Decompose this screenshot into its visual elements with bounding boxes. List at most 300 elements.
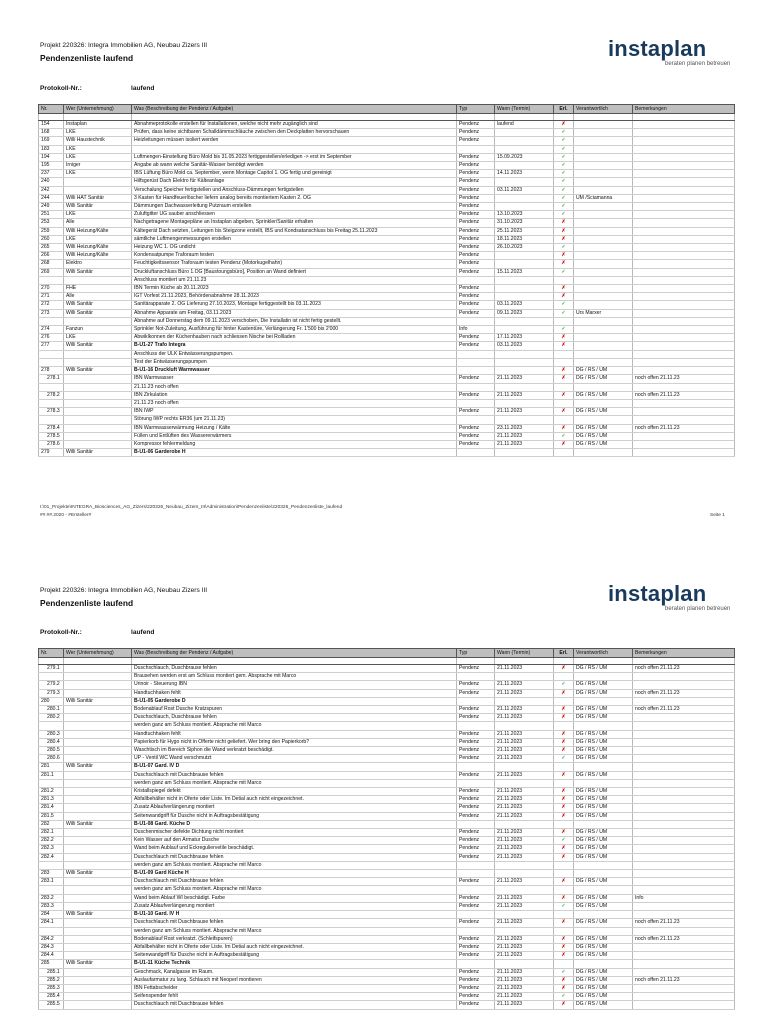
remarks: noch offen 21.11.23 [633,375,735,383]
due-date: 21.11.2023 [495,845,554,853]
cross-icon: ✗ [554,252,574,260]
due-date [495,293,554,301]
responsible-company [64,886,132,894]
responsible-company [64,730,132,738]
remarks [633,943,735,951]
due-date: 21.11.2023 [495,730,554,738]
task-description: werden ganz am Schluss montiert. Absprache mit Marco [132,861,457,869]
status-icon [554,276,574,284]
item-number [39,927,64,935]
column-header: Typ [457,649,495,658]
remarks [633,697,735,705]
item-type: Pendenz [457,408,495,416]
check-icon: ✓ [554,968,574,976]
due-date [495,927,554,935]
item-type: Pendenz [457,738,495,746]
task-description: B-U1-10 Gard. IV H [132,911,457,919]
column-header: Verantwortlich [574,649,633,658]
remarks [633,383,735,391]
footer-path: I:\01_Projekte\INTEGRA_Biosciences_AG_Zizers\220326_Neubau_Zizers_III\Administration\Pendenzenliste\220326_Pendenzenliste_laufend [40,505,343,510]
responsible-company: Willi Sanitär [64,301,132,309]
remarks [633,326,735,334]
item-number: 278.1 [39,375,64,383]
status-icon [554,861,574,869]
table-row [39,820,735,828]
table-row [39,845,735,853]
responsible-company [64,375,132,383]
cross-icon: ✗ [554,738,574,746]
table-row [39,689,735,697]
remarks: noch offen 21.11.23 [633,976,735,984]
responsible-company: Willi Haustechnik [64,137,132,145]
remarks [633,952,735,960]
task-description: IBN Warmwasser [132,375,457,383]
table-row [39,391,735,399]
logo-tagline: beraten planen betreuen [665,606,731,612]
responsible-person [574,342,633,350]
responsible-person [574,121,633,129]
due-date [495,350,554,358]
remarks: noch offen 21.11.23 [633,391,735,399]
item-number: 284.1 [39,919,64,927]
table-row [39,861,735,869]
due-date: 21.11.2023 [495,919,554,927]
responsible-person [574,697,633,705]
item-type: Pendenz [457,993,495,1001]
cross-icon: ✗ [554,976,574,984]
due-date [495,861,554,869]
remarks [633,170,735,178]
due-date: 21.11.2023 [495,853,554,861]
cross-icon: ✗ [554,121,574,129]
item-type: Pendenz [457,186,495,194]
table-row [39,129,735,137]
table-row [39,276,735,284]
column-header: Nr. [39,649,64,658]
table-row [39,449,735,457]
status-icon [554,383,574,391]
task-description: Duschschlauch, Duschbrause fehlen [132,665,457,673]
item-type [457,399,495,407]
item-type [457,763,495,771]
due-date: 21.11.2023 [495,952,554,960]
cross-icon: ✗ [554,894,574,902]
due-date: 03.11.2023 [495,186,554,194]
responsible-company [64,894,132,902]
responsible-company [64,706,132,714]
responsible-person [574,358,633,366]
item-type [457,779,495,787]
responsible-person: DG / RS / UM [574,943,633,951]
item-type: Pendenz [457,796,495,804]
due-date [495,870,554,878]
remarks [633,227,735,235]
table-header-row [39,105,735,114]
task-description: IBN IWP [132,408,457,416]
responsible-company [64,738,132,746]
item-number: 251 [39,211,64,219]
spacer-cell [554,114,574,121]
cross-icon: ✗ [554,285,574,293]
responsible-person [574,203,633,211]
responsible-person [574,162,633,170]
responsible-person: DG / RS / UM [574,730,633,738]
remarks [633,984,735,992]
spacer-cell [495,114,554,121]
responsible-company [64,440,132,448]
item-type [457,367,495,375]
responsible-person: DG / RS / UM [574,681,633,689]
item-type: Pendenz [457,706,495,714]
responsible-company [64,714,132,722]
responsible-company [64,968,132,976]
responsible-person: DG / RS / UM [574,738,633,746]
remarks [633,449,735,457]
item-number: 280.4 [39,738,64,746]
due-date [495,285,554,293]
item-type: Pendenz [457,968,495,976]
item-number: 282.1 [39,829,64,837]
item-number: 253 [39,219,64,227]
responsible-company [64,837,132,845]
task-description: Kristallspiegel defekt [132,788,457,796]
item-number: 285 [39,960,64,968]
item-type: Pendenz [457,714,495,722]
responsible-company [64,829,132,837]
item-number: 283.2 [39,894,64,902]
due-date: 21.11.2023 [495,391,554,399]
table-row [39,293,735,301]
remarks [633,309,735,317]
responsible-person: DG / RS / UM [574,1001,633,1009]
item-type [457,350,495,358]
status-icon [554,911,574,919]
responsible-company [64,845,132,853]
item-type: Pendenz [457,178,495,186]
table-row [39,317,735,325]
responsible-person [574,186,633,194]
responsible-person: DG / RS / UM [574,796,633,804]
status-icon [554,449,574,457]
responsible-person [574,317,633,325]
item-type: Pendenz [457,878,495,886]
item-type: Pendenz [457,285,495,293]
item-number: 280 [39,697,64,705]
task-description: Abnahme auf Donnerstag dem 09.11.2023 verschoben, Die Installatin ist nicht fertig gestellt. [132,317,457,325]
remarks [633,968,735,976]
due-date [495,145,554,153]
status-icon [554,350,574,358]
due-date: 21.11.2023 [495,738,554,746]
responsible-company: Willi Heizung/Kälte [64,244,132,252]
spacer-cell [554,658,574,665]
table-row [39,301,735,309]
spacer-cell [633,114,735,121]
item-number: 194 [39,153,64,161]
remarks [633,358,735,366]
responsible-person [574,301,633,309]
table-row [39,804,735,812]
check-icon: ✓ [554,309,574,317]
due-date: 21.11.2023 [495,771,554,779]
item-number [39,673,64,681]
remarks [633,252,735,260]
item-type: Pendenz [457,342,495,350]
task-description: Nachgetragene Montagepläne an Instaplan abgeben, Sprinkler/Sanitär erhalten [132,219,457,227]
item-number: 154 [39,121,64,129]
item-number: 284.3 [39,943,64,951]
responsible-person [574,449,633,457]
table-row [39,235,735,243]
remarks [633,960,735,968]
column-header: Erl. [554,649,574,658]
item-number: 279.3 [39,689,64,697]
responsible-company [64,383,132,391]
table-row [39,952,735,960]
responsible-company: Willi Sanitär [64,309,132,317]
table-row [39,763,735,771]
cross-icon: ✗ [554,1001,574,1009]
task-description: Heizung WC 1. OG undicht [132,244,457,252]
remarks [633,1001,735,1009]
table-row [39,738,735,746]
responsible-company [64,665,132,673]
column-header: Verantwortlich [574,105,633,114]
remarks [633,145,735,153]
cross-icon: ✗ [554,219,574,227]
responsible-company [64,878,132,886]
check-icon: ✓ [554,244,574,252]
task-description: Seifenspender fehlt [132,993,457,1001]
task-description: Zuluftgitter UG sauber anschliessen [132,211,457,219]
cross-icon: ✗ [554,665,574,673]
task-description: Heizleitungen müssen isoliert werden [132,137,457,145]
responsible-person: DG / RS / UM [574,706,633,714]
responsible-person [574,137,633,145]
column-header: Wann (Termin) [495,105,554,114]
table-row [39,714,735,722]
cross-icon: ✗ [554,984,574,992]
check-icon: ✓ [554,902,574,910]
item-type: Pendenz [457,194,495,202]
item-number: 269 [39,268,64,276]
responsible-company: Alle [64,219,132,227]
remarks [633,779,735,787]
task-description: Zusatz Ablaufverlängerung montiert [132,902,457,910]
page-title: Pendenzenliste laufend [40,53,134,63]
cross-icon: ✗ [554,227,574,235]
table-row [39,219,735,227]
cross-icon: ✗ [554,935,574,943]
responsible-person: DG / RS / UM [574,391,633,399]
due-date: 23.11.2023 [495,424,554,432]
due-date [495,383,554,391]
task-description: Handtuchhaken fehlt [132,730,457,738]
item-number: 281.3 [39,796,64,804]
responsible-company [64,861,132,869]
item-number: 285.2 [39,976,64,984]
table-row [39,244,735,252]
item-type: Pendenz [457,894,495,902]
responsible-company [64,178,132,186]
item-type: Pendenz [457,689,495,697]
task-description: IBN Fettabscheider [132,984,457,992]
item-type: Pendenz [457,837,495,845]
due-date: 21.11.2023 [495,984,554,992]
item-number: 284.4 [39,952,64,960]
instaplan-logo [608,36,738,76]
task-description: Duschschlauch mit Duschbrause fehlen [132,853,457,861]
responsible-person: DG / RS / UM [574,771,633,779]
responsible-person [574,416,633,424]
item-type: Pendenz [457,219,495,227]
table-row [39,747,735,755]
remarks [633,886,735,894]
responsible-company [64,771,132,779]
responsible-company [64,927,132,935]
responsible-person [574,276,633,284]
remarks [633,432,735,440]
task-description: B-U1-06 Garderobe H [132,449,457,457]
item-number: 272 [39,301,64,309]
item-type: Pendenz [457,129,495,137]
item-type: Pendenz [457,440,495,448]
due-date: 21.11.2023 [495,943,554,951]
task-description: Duschschlauch mit Duschbrause fehlen [132,771,457,779]
responsible-person [574,260,633,268]
check-icon: ✓ [554,837,574,845]
responsible-company [64,812,132,820]
table-row [39,681,735,689]
check-icon: ✓ [554,186,574,194]
task-description: B-U1-07 Gard. IV D [132,763,457,771]
responsible-company: Willi Sanitär [64,342,132,350]
remarks [633,993,735,1001]
due-date [495,697,554,705]
item-number: 278.4 [39,424,64,432]
check-icon: ✓ [554,170,574,178]
logo-wordmark: instaplan [608,36,707,61]
task-description: 21.11.23 noch offen [132,399,457,407]
item-type: Pendenz [457,162,495,170]
page-title: Pendenzenliste laufend [40,598,134,608]
remarks: Info [633,894,735,902]
status-icon [554,779,574,787]
table-row [39,697,735,705]
responsible-company [64,919,132,927]
project-name: Projekt 220326: Integra Immobilien AG, Neubau Zizers III [40,42,208,49]
due-date: 31.10.2023 [495,219,554,227]
responsible-person: DG / RS / UM [574,375,633,383]
table-row [39,829,735,837]
item-type: Pendenz [457,211,495,219]
remarks [633,367,735,375]
task-description: IGT Vorfest 21.11.2023, Behördenabnahme 28.11.2023 [132,293,457,301]
cross-icon: ✗ [554,829,574,837]
task-description: sämtliche Luftmengenmessungen erstellen [132,235,457,243]
due-date [495,779,554,787]
remarks [633,902,735,910]
item-number: 183 [39,145,64,153]
item-type: Pendenz [457,902,495,910]
table-row [39,722,735,730]
cross-icon: ✗ [554,853,574,861]
item-type: Info [457,326,495,334]
item-number: 260 [39,235,64,243]
responsible-company: Elektro [64,260,132,268]
due-date: 14.11.2023 [495,170,554,178]
responsible-company: LKE [64,235,132,243]
item-type: Pendenz [457,309,495,317]
task-description: Duschschlauch, Duschbrause fehlen [132,714,457,722]
table-row [39,911,735,919]
responsible-person [574,129,633,137]
column-header: Was (Beschreibung der Pendenz / Aufgabe) [132,649,457,658]
cross-icon: ✗ [554,391,574,399]
responsible-company [64,317,132,325]
responsible-company: LKE [64,334,132,342]
table-row [39,432,735,440]
item-number [39,416,64,424]
responsible-company: LKE [64,211,132,219]
due-date [495,820,554,828]
responsible-company: Willi Sanitär [64,697,132,705]
status-icon [554,886,574,894]
responsible-company [64,276,132,284]
remarks [633,285,735,293]
item-number: 281.4 [39,804,64,812]
remarks [633,738,735,746]
column-header: Typ [457,105,495,114]
item-number [39,399,64,407]
task-description: Waschtisch im Bereich Siphon die Wand verkratzt beschädigt. [132,747,457,755]
status-icon [554,673,574,681]
responsible-company [64,943,132,951]
status-icon [554,763,574,771]
table-row [39,178,735,186]
responsible-company [64,952,132,960]
spacer-cell [457,114,495,121]
item-number: 283.3 [39,902,64,910]
task-description: Dämmungen Dachwasserleitung Putzraum erstellen [132,203,457,211]
responsible-company [64,681,132,689]
responsible-person: DG / RS / UM [574,829,633,837]
item-number: 278.5 [39,432,64,440]
task-description: werden ganz am Schluss montiert. Absprache mit Marco [132,886,457,894]
responsible-person [574,285,633,293]
item-type: Pendenz [457,293,495,301]
task-description: Feuchtigkeitssensor Traforaum testen Pendenz (Motorkugelhahn) [132,260,457,268]
table-row [39,796,735,804]
item-type: Pendenz [457,227,495,235]
item-number: 268 [39,260,64,268]
remarks [633,845,735,853]
item-number: 276 [39,334,64,342]
item-type [457,449,495,457]
responsible-person [574,861,633,869]
protocol-value: laufend [131,629,155,636]
task-description: Anschluss montiert um 21.11.23 [132,276,457,284]
item-number: 278.2 [39,391,64,399]
due-date: 21.11.2023 [495,1001,554,1009]
status-icon [554,870,574,878]
task-description: Seitenwandgriff für Dusche nicht in Auftragsbestätigung [132,952,457,960]
due-date: 21.11.2023 [495,375,554,383]
table-row [39,878,735,886]
responsible-company [64,424,132,432]
task-description: Anschluss der ULK Entwässerungspumpen. [132,350,457,358]
due-date: 21.11.2023 [495,408,554,416]
